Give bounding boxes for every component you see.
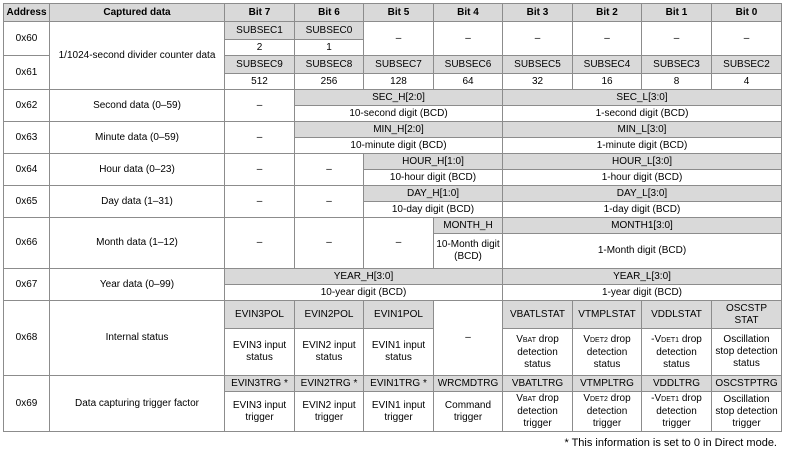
empty-bit: –: [712, 22, 782, 56]
address-cell: 0x62: [4, 90, 50, 122]
header-bit1: Bit 1: [642, 4, 712, 22]
field-name-high: SEC_H[2:0]: [295, 90, 503, 106]
field-name-high: MONTH_H: [434, 218, 503, 234]
bit-desc: -VDET1 drop detection trigger: [642, 392, 712, 432]
field-name-low: SEC_L[3:0]: [503, 90, 782, 106]
address-cell: 0x69: [4, 376, 50, 432]
header-captured-data: Captured data: [50, 4, 225, 22]
captured-data-cell: Month data (1–12): [50, 218, 225, 269]
bit-desc: EVIN1 input status: [364, 329, 434, 376]
register-table: [3, 3, 782, 432]
address-cell: 0x60: [4, 22, 50, 56]
header-bit6: Bit 6: [295, 4, 364, 22]
bit-name: SUBSEC5: [503, 56, 573, 74]
bit-name: OSCSTP STAT: [712, 301, 782, 329]
bit-name: VTMPLTRG: [573, 376, 642, 392]
bit-desc: -VDET1 drop detection status: [642, 329, 712, 376]
bit-value: 2: [225, 40, 295, 56]
bit-name: SUBSEC2: [712, 56, 782, 74]
field-name-high: DAY_H[1:0]: [364, 186, 503, 202]
field-name-low: HOUR_L[3:0]: [503, 154, 782, 170]
field-desc-low: 1-hour digit (BCD): [503, 170, 782, 186]
captured-data-cell: Minute data (0–59): [50, 122, 225, 154]
bit-name: WRCMDTRG: [434, 376, 503, 392]
bit-desc: EVIN3 input trigger: [225, 392, 295, 432]
empty-bit: –: [364, 218, 434, 269]
field-desc-high: 10-day digit (BCD): [364, 202, 503, 218]
bit-name: VBATLTRG: [503, 376, 573, 392]
field-desc-high: 10-minute digit (BCD): [295, 138, 503, 154]
row-0x69: [4, 376, 782, 392]
bit-name: SUBSEC4: [573, 56, 642, 74]
bit-name: EVIN2TRG *: [295, 376, 364, 392]
captured-data-cell: Second data (0–59): [50, 90, 225, 122]
captured-data-cell: Day data (1–31): [50, 186, 225, 218]
field-name-high: YEAR_H[3:0]: [225, 269, 503, 285]
header-address: Address: [4, 4, 50, 22]
bit-name: VDDLSTAT: [642, 301, 712, 329]
empty-bit: –: [295, 154, 364, 186]
field-name-low: MONTH1[3:0]: [503, 218, 782, 234]
empty-bit: –: [503, 22, 573, 56]
address-cell: 0x66: [4, 218, 50, 269]
bit-name: SUBSEC7: [364, 56, 434, 74]
field-name-low: DAY_L[3:0]: [503, 186, 782, 202]
field-desc-high: 10-year digit (BCD): [225, 285, 503, 301]
bit-desc: VDET2 drop detection status: [573, 329, 642, 376]
bit-name: EVIN1POL: [364, 301, 434, 329]
row-0x65: [4, 186, 782, 202]
row-0x66: [4, 218, 782, 234]
field-desc-low: 1-year digit (BCD): [503, 285, 782, 301]
bit-name: VTMPLSTAT: [573, 301, 642, 329]
captured-data-cell: Internal status: [50, 301, 225, 376]
bit-desc: Oscillation stop detection status: [712, 329, 782, 376]
bit-desc: Command trigger: [434, 392, 503, 432]
header-bit5: Bit 5: [364, 4, 434, 22]
header-bit7: Bit 7: [225, 4, 295, 22]
address-cell: 0x63: [4, 122, 50, 154]
bit-desc: VBAT drop detection trigger: [503, 392, 573, 432]
bit-name: SUBSEC3: [642, 56, 712, 74]
bit-name: EVIN1TRG *: [364, 376, 434, 392]
bit-desc: EVIN3 input status: [225, 329, 295, 376]
bit-value: 128: [364, 74, 434, 90]
field-name-high: MIN_H[2:0]: [295, 122, 503, 138]
bit-desc: Oscillation stop detection trigger: [712, 392, 782, 432]
field-name-high: HOUR_H[1:0]: [364, 154, 503, 170]
empty-bit: –: [295, 186, 364, 218]
bit-name: SUBSEC1: [225, 22, 295, 40]
address-cell: 0x64: [4, 154, 50, 186]
bit-value: 256: [295, 74, 364, 90]
empty-bit: –: [573, 22, 642, 56]
bit-value: 16: [573, 74, 642, 90]
bit-value: 8: [642, 74, 712, 90]
bit-name: EVIN2POL: [295, 301, 364, 329]
empty-bit: –: [642, 22, 712, 56]
header-bit2: Bit 2: [573, 4, 642, 22]
empty-bit: –: [225, 186, 295, 218]
bit-desc: EVIN2 input status: [295, 329, 364, 376]
field-name-low: MIN_L[3:0]: [503, 122, 782, 138]
header-bit0: Bit 0: [712, 4, 782, 22]
address-cell: 0x67: [4, 269, 50, 301]
row-0x68: [4, 301, 782, 329]
bit-name: VBATLSTAT: [503, 301, 573, 329]
bit-name: EVIN3POL: [225, 301, 295, 329]
field-desc-low: 1-minute digit (BCD): [503, 138, 782, 154]
bit-desc: VBAT drop detection status: [503, 329, 573, 376]
bit-desc: EVIN2 input trigger: [295, 392, 364, 432]
bit-value: 32: [503, 74, 573, 90]
empty-bit: –: [434, 22, 503, 56]
bit-desc: EVIN1 input trigger: [364, 392, 434, 432]
header-bit3: Bit 3: [503, 4, 573, 22]
row-0x63: [4, 122, 782, 138]
address-cell: 0x65: [4, 186, 50, 218]
field-desc-high: 10-hour digit (BCD): [364, 170, 503, 186]
field-desc-high: 10-second digit (BCD): [295, 106, 503, 122]
bit-value: 512: [225, 74, 295, 90]
empty-bit: –: [225, 122, 295, 154]
captured-data-cell: Hour data (0–23): [50, 154, 225, 186]
empty-bit: –: [295, 218, 364, 269]
address-cell: 0x68: [4, 301, 50, 376]
captured-data-cell: 1/1024-second divider counter data: [50, 22, 225, 90]
row-0x60: [4, 22, 782, 40]
row-0x67: [4, 269, 782, 285]
row-0x62: [4, 90, 782, 106]
footnote: * This information is set to 0 in Direct mode.: [564, 437, 777, 449]
bit-name: SUBSEC0: [295, 22, 364, 40]
empty-bit: –: [434, 301, 503, 376]
bit-value: 64: [434, 74, 503, 90]
empty-bit: –: [364, 22, 434, 56]
bit-name: EVIN3TRG *: [225, 376, 295, 392]
bit-name: SUBSEC8: [295, 56, 364, 74]
bit-name: VDDLTRG: [642, 376, 712, 392]
header-bit4: Bit 4: [434, 4, 503, 22]
field-desc-low: 1-Month digit (BCD): [503, 234, 782, 269]
captured-data-cell: Data capturing trigger factor: [50, 376, 225, 432]
field-desc-high: 10-Month digit (BCD): [434, 234, 503, 269]
field-desc-low: 1-day digit (BCD): [503, 202, 782, 218]
bit-name: SUBSEC6: [434, 56, 503, 74]
header-row: [4, 4, 782, 22]
row-0x64: [4, 154, 782, 170]
field-name-low: YEAR_L[3:0]: [503, 269, 782, 285]
bit-value: 1: [295, 40, 364, 56]
empty-bit: –: [225, 90, 295, 122]
empty-bit: –: [225, 154, 295, 186]
empty-bit: –: [225, 218, 295, 269]
bit-name: SUBSEC9: [225, 56, 295, 74]
address-cell: 0x61: [4, 56, 50, 90]
field-desc-low: 1-second digit (BCD): [503, 106, 782, 122]
bit-name: OSCSTPTRG: [712, 376, 782, 392]
bit-desc: VDET2 drop detection trigger: [573, 392, 642, 432]
captured-data-cell: Year data (0–99): [50, 269, 225, 301]
bit-value: 4: [712, 74, 782, 90]
